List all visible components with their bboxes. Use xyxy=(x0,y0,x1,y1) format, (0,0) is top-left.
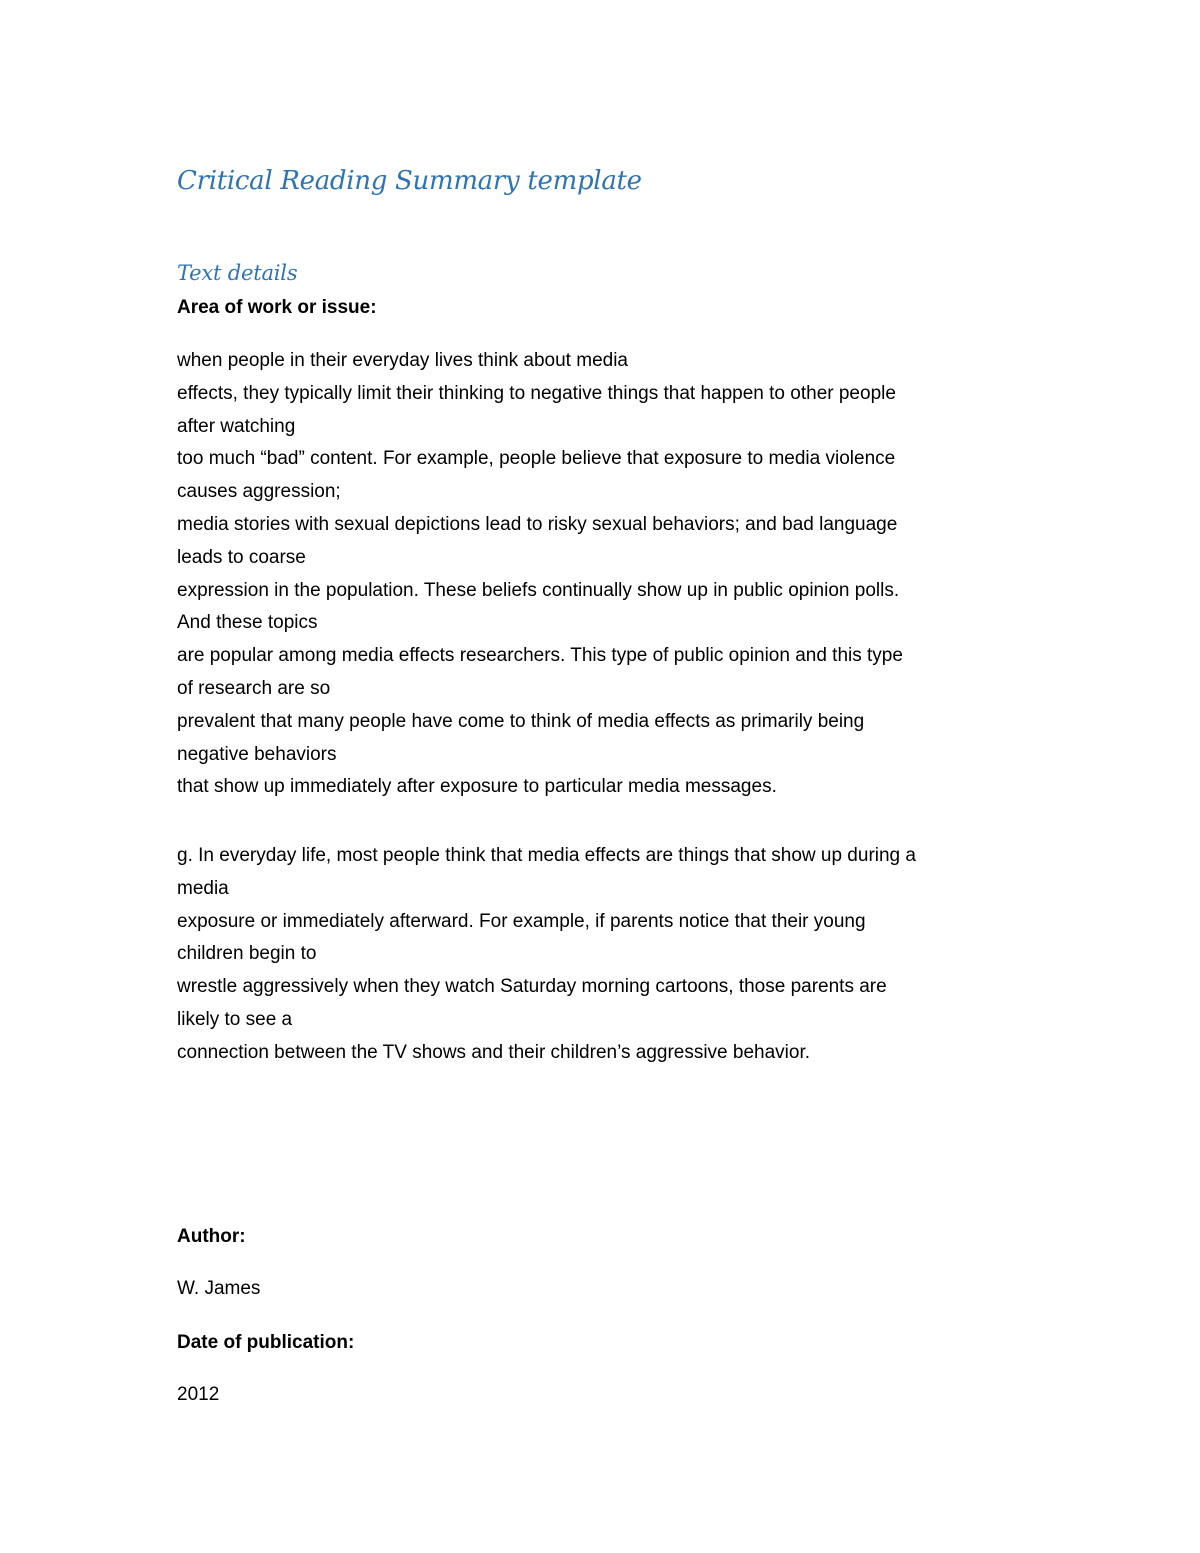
document-title: Critical Reading Summary template xyxy=(177,166,642,196)
paragraph-line: when people in their everyday lives think about media xyxy=(177,350,628,371)
paragraph-line: are popular among media effects researchers. This type of public opinion and this type xyxy=(177,645,903,667)
paragraph-line: after watching xyxy=(177,415,296,437)
paragraph-line: that show up immediately after exposure to particular media messages. xyxy=(177,776,777,798)
paragraph-line: And these topics xyxy=(177,612,318,634)
paragraph-line: g. In everyday life, most people think that media effects are things that show up during a xyxy=(177,845,916,866)
paragraph-line: causes aggression; xyxy=(177,481,341,503)
area-of-work-label: Area of work or issue: xyxy=(177,297,377,318)
paragraph-line: expression in the population. These beliefs continually show up in public opinion polls. xyxy=(177,579,900,601)
paragraph-line: exposure or immediately afterward. For example, if parents notice that their young xyxy=(177,910,866,932)
author-value: W. James xyxy=(177,1278,261,1299)
paragraph-line: leads to coarse xyxy=(177,546,306,568)
section-heading-text-details: Text details xyxy=(177,261,298,285)
paragraph-line: media xyxy=(177,877,229,899)
paragraph-line: of research are so xyxy=(177,677,331,699)
author-label: Author: xyxy=(177,1226,246,1247)
paragraph-line: likely to see a xyxy=(177,1008,293,1030)
paragraph-line: too much “bad” content. For example, people believe that exposure to media violence xyxy=(177,448,896,470)
area-of-work-paragraph-1 xyxy=(177,345,1037,804)
paragraph-line: effects, they typically limit their thinking to negative things that happen to other people xyxy=(177,382,896,404)
publication-date-label: Date of publication: xyxy=(177,1332,355,1353)
publication-date-value: 2012 xyxy=(177,1384,220,1405)
paragraph-line: connection between the TV shows and their children’s aggressive behavior. xyxy=(177,1041,811,1063)
area-of-work-paragraph-2 xyxy=(177,840,1037,1070)
paragraph-line: negative behaviors xyxy=(177,743,337,765)
paragraph-line: children begin to xyxy=(177,943,317,965)
paragraph-line: media stories with sexual depictions lead to risky sexual behaviors; and bad language xyxy=(177,513,898,535)
paragraph-line: prevalent that many people have come to think of media effects as primarily being xyxy=(177,710,865,732)
paragraph-line: wrestle aggressively when they watch Saturday morning cartoons, those parents are xyxy=(177,976,887,998)
